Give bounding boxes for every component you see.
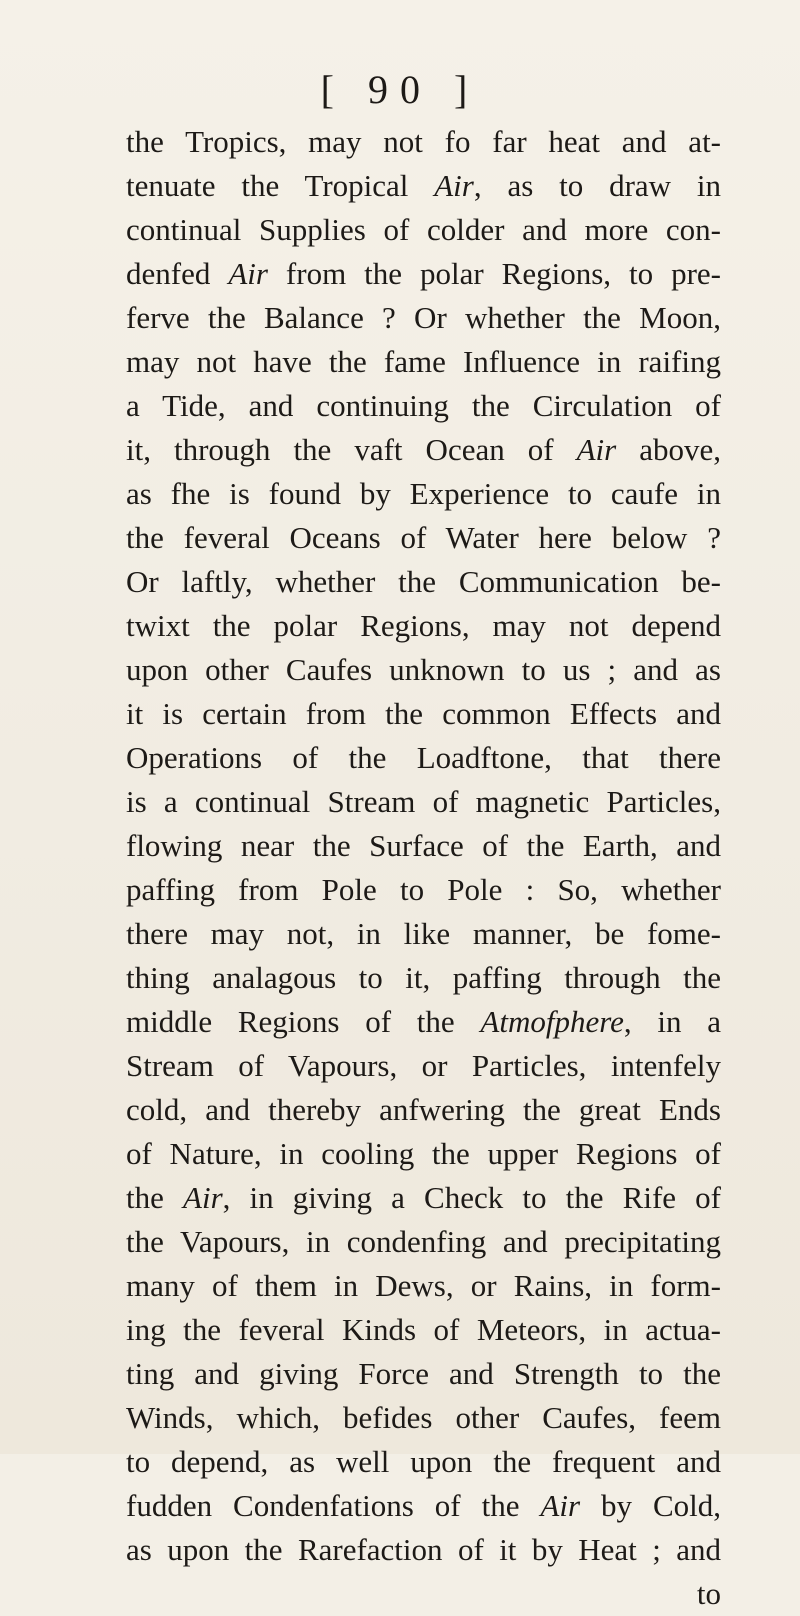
- text-line: [126, 1176, 721, 1220]
- text-line: [126, 560, 721, 604]
- text-run: , in giving a Check to the Rife of: [222, 1180, 721, 1215]
- text-line: [126, 472, 721, 516]
- text-line: [126, 1484, 721, 1528]
- text-line: [126, 208, 721, 252]
- text-run: there may not, in like manner, be fome-: [126, 916, 721, 951]
- text-line: [126, 120, 721, 164]
- text-line: [126, 912, 721, 956]
- body-text: [126, 120, 721, 1616]
- text-line: [126, 1264, 721, 1308]
- text-line: [126, 1528, 721, 1572]
- text-run: continual Supplies of colder and more con-: [126, 212, 721, 247]
- text-line: [126, 1308, 721, 1352]
- text-line: [126, 824, 721, 868]
- text-run: tenuate the Tropical: [126, 168, 435, 203]
- text-run: ferve the Balance ? Or whether the Moon,: [126, 300, 721, 335]
- text-run: it, through the vaft Ocean of: [126, 432, 577, 467]
- text-line: [126, 516, 721, 560]
- text-run: Operations of the Loadftone, that there: [126, 740, 721, 775]
- text-line: [126, 1396, 721, 1440]
- text-line: [126, 296, 721, 340]
- text-line: [126, 648, 721, 692]
- text-run: paffing from Pole to Pole : So, whether: [126, 872, 721, 907]
- text-run: flowing near the Surface of the Earth, and: [126, 828, 721, 863]
- text-run: may not have the fame Influence in raifing: [126, 344, 721, 379]
- italic-word: Air: [228, 256, 268, 291]
- text-run: is a continual Stream of magnetic Particles,: [126, 784, 721, 819]
- text-line: [126, 692, 721, 736]
- text-run: ing the feveral Kinds of Meteors, in actua-: [126, 1312, 721, 1347]
- text-run: the Tropics, may not fo far heat and at-: [126, 124, 721, 159]
- text-run: many of them in Dews, or Rains, in form-: [126, 1268, 721, 1303]
- text-run: from the polar Regions, to pre-: [267, 256, 722, 291]
- text-run: as upon the Rarefaction of it by Heat ; and: [126, 1532, 721, 1567]
- text-run: upon other Caufes unknown to us ; and as: [126, 652, 721, 687]
- page-number: [ 90 ]: [320, 67, 480, 112]
- text-run: Winds, which, befides other Caufes, feem: [126, 1400, 721, 1435]
- italic-word: Air: [576, 432, 617, 467]
- text-line: [126, 1132, 721, 1176]
- text-run: a Tide, and continuing the Circulation of: [126, 388, 721, 423]
- text-run: , in a: [623, 1004, 722, 1039]
- text-run: ting and giving Force and Strength to the: [126, 1356, 721, 1391]
- italic-word: Air: [183, 1180, 223, 1215]
- text-line: [126, 1352, 721, 1396]
- text-run: Stream of Vapours, or Particles, intenfely: [126, 1048, 721, 1083]
- text-line: [126, 1440, 721, 1484]
- text-line: [126, 956, 721, 1000]
- text-run: as fhe is found by Experience to caufe in: [126, 476, 721, 511]
- text-line: [126, 1000, 721, 1044]
- text-run: of Nature, in cooling the upper Regions of: [126, 1136, 721, 1171]
- text-run: it is certain from the common Effects and: [126, 696, 721, 731]
- text-line: [126, 736, 721, 780]
- italic-word: Air: [540, 1488, 581, 1523]
- text-line: [126, 1044, 721, 1088]
- text-line: [126, 252, 721, 296]
- text-line: [126, 780, 721, 824]
- text-run: the Vapours, in condenfing and precipitating: [126, 1224, 721, 1259]
- text-line: [126, 604, 721, 648]
- text-line: [126, 868, 721, 912]
- text-run: the: [126, 1180, 184, 1215]
- text-run: middle Regions of the: [126, 1004, 481, 1039]
- text-line: [126, 1220, 721, 1264]
- text-line: [126, 1088, 721, 1132]
- text-line: [126, 340, 721, 384]
- text-line: [126, 384, 721, 428]
- text-run: twixt the polar Regions, may not depend: [126, 608, 721, 643]
- text-run: fudden Condenfations of the: [126, 1488, 541, 1523]
- text-run: to depend, as well upon the frequent and: [126, 1444, 721, 1479]
- text-run: thing analagous to it, paffing through the: [126, 960, 721, 995]
- text-run: denfed: [126, 256, 229, 291]
- text-run: , as to draw in: [473, 168, 721, 203]
- italic-word: Air: [434, 168, 474, 203]
- text-run: above,: [616, 432, 721, 467]
- text-line: [126, 428, 721, 472]
- italic-word: Atmofphere: [480, 1004, 624, 1039]
- text-run: by Cold,: [580, 1488, 721, 1523]
- text-run: cold, and thereby anfwering the great Ends: [126, 1092, 721, 1127]
- text-run: Or laftly, whether the Communication be-: [126, 564, 721, 599]
- catchword: to: [696, 1576, 721, 1611]
- text-run: the feveral Oceans of Water here below ?: [126, 520, 721, 555]
- text-line: [126, 164, 721, 208]
